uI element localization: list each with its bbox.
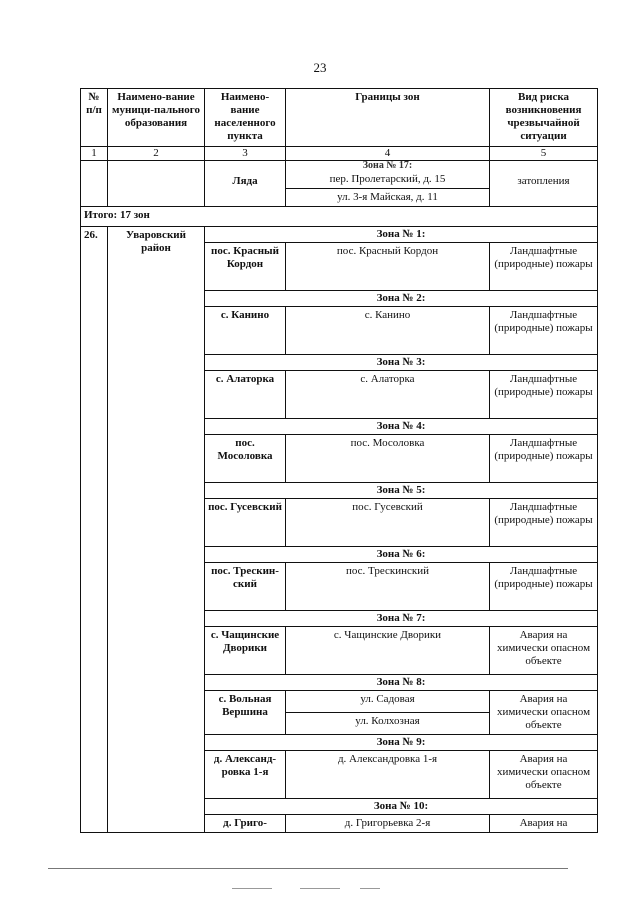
col-number: 2 bbox=[108, 147, 205, 161]
total-label: Итого: 17 зон bbox=[81, 207, 598, 227]
boundary: ул. Колхозная bbox=[286, 713, 490, 735]
settlement-name: пос. Мосоловка bbox=[205, 435, 286, 483]
header-row bbox=[81, 89, 598, 147]
risk-type: Ландшафтные (природные) пожары bbox=[490, 371, 598, 419]
boundary: пос. Мосоловка bbox=[286, 435, 490, 483]
boundary: пос. Трескинский bbox=[286, 563, 490, 611]
zone-title: Зона № 7: bbox=[205, 611, 598, 627]
col-number: 1 bbox=[81, 147, 108, 161]
district-number: 26. bbox=[81, 227, 108, 833]
zone-title: Зона № 10: bbox=[205, 799, 598, 815]
risk-type: Ландшафтные (природные) пожары bbox=[490, 435, 598, 483]
header-municipality: Наимено-вание муници-пального образования bbox=[108, 89, 205, 147]
continued-settlement: Ляда bbox=[205, 161, 286, 207]
settlement-name: с. Канино bbox=[205, 307, 286, 355]
settlement-name: с. Алаторка bbox=[205, 371, 286, 419]
zones-table bbox=[80, 88, 598, 833]
risk-type: Авария на химически опасном объекте bbox=[490, 627, 598, 675]
zone-title-row bbox=[81, 227, 598, 243]
risk-type: Ландшафтные (природные) пожары bbox=[490, 243, 598, 291]
total-row bbox=[81, 207, 598, 227]
boundary: ул. Садовая bbox=[286, 691, 490, 713]
header-risk: Вид риска возникновения чрезвычайной ситуации bbox=[490, 89, 598, 147]
footer-line bbox=[48, 868, 568, 869]
settlement-name: с. Чащинские Дворики bbox=[205, 627, 286, 675]
zone-title: Зона № 6: bbox=[205, 547, 598, 563]
settlement-name: с. Вольная Вершина bbox=[205, 691, 286, 735]
risk-type: Ландшафтные (природные) пожары bbox=[490, 499, 598, 547]
settlement-name: д. Александ-ровка 1-я bbox=[205, 751, 286, 799]
risk-type: Авария на bbox=[490, 815, 598, 833]
boundary: д. Александровка 1-я bbox=[286, 751, 490, 799]
footer-mark bbox=[360, 888, 380, 889]
boundary: пос. Красный Кордон bbox=[286, 243, 490, 291]
risk-type: Авария на химически опасном объекте bbox=[490, 751, 598, 799]
footer-mark bbox=[300, 888, 340, 889]
zone-title: Зона № 9: bbox=[205, 735, 598, 751]
zone-title: Зона № 4: bbox=[205, 419, 598, 435]
boundary: ул. 3-я Майская, д. 11 bbox=[286, 189, 490, 207]
col-number: 5 bbox=[490, 147, 598, 161]
settlement-name: д. Григо- bbox=[205, 815, 286, 833]
risk-type: Ландшафтные (природные) пожары bbox=[490, 563, 598, 611]
page-number: 23 bbox=[313, 60, 327, 75]
col-number: 4 bbox=[286, 147, 490, 161]
boundary: с. Чащинские Дворики bbox=[286, 627, 490, 675]
zone-title: Зона № 3: bbox=[205, 355, 598, 371]
risk-type: Ландшафтные (природные) пожары bbox=[490, 307, 598, 355]
boundary: д. Григорьевка 2-я bbox=[286, 815, 490, 833]
col-number: 3 bbox=[205, 147, 286, 161]
header-settlement: Наимено-вание населенного пункта bbox=[205, 89, 286, 147]
continued-zone-fragment: Зона № 17: bbox=[362, 161, 413, 171]
footer-mark bbox=[232, 888, 272, 889]
boundary: пер. Пролетарский, д. 15 bbox=[329, 173, 446, 185]
continued-row bbox=[81, 161, 598, 189]
settlement-name: пос. Трескин-ский bbox=[205, 563, 286, 611]
continued-risk: затопления bbox=[490, 161, 598, 207]
boundary: с. Канино bbox=[286, 307, 490, 355]
zone-title: Зона № 8: bbox=[205, 675, 598, 691]
zone-title: Зона № 2: bbox=[205, 291, 598, 307]
boundary: пос. Гусевский bbox=[286, 499, 490, 547]
column-number-row bbox=[81, 147, 598, 161]
district-name: Уваровский район bbox=[108, 227, 205, 833]
zone-title: Зона № 5: bbox=[205, 483, 598, 499]
boundary: с. Алаторка bbox=[286, 371, 490, 419]
settlement-name: пос. Гусевский bbox=[205, 499, 286, 547]
settlement-name: пос. Красный Кордон bbox=[205, 243, 286, 291]
header-boundaries: Границы зон bbox=[286, 89, 490, 147]
zone-title: Зона № 1: bbox=[205, 227, 598, 243]
risk-type: Авария на химически опасном объекте bbox=[490, 691, 598, 735]
header-num: № п/п bbox=[81, 89, 108, 147]
